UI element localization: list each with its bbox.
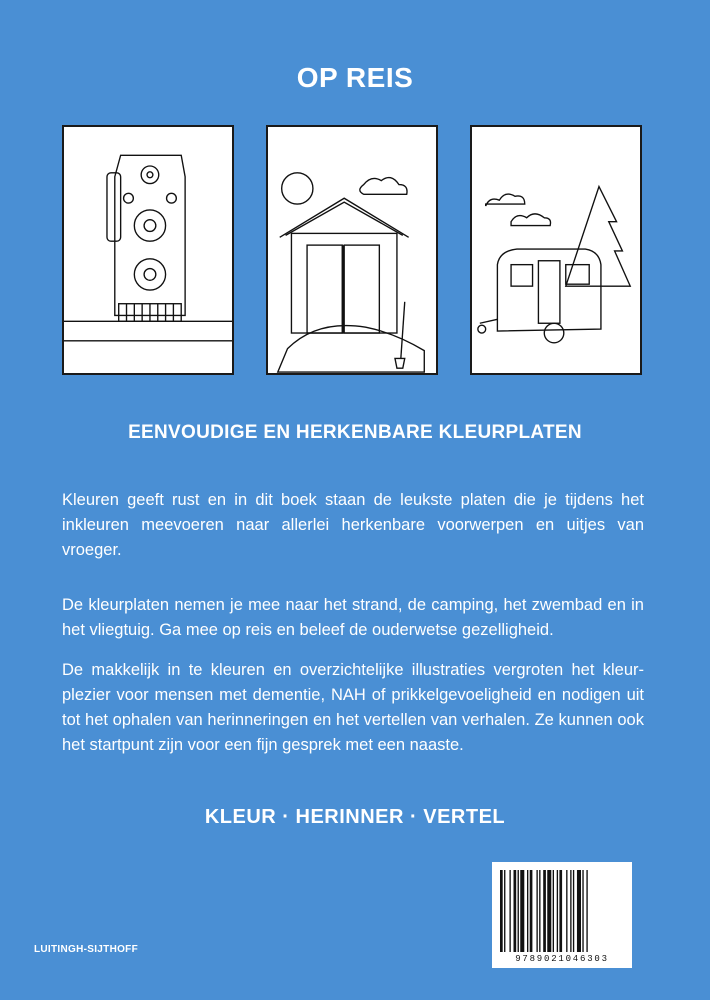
barcode-bar bbox=[557, 870, 558, 952]
barcode-bar bbox=[582, 870, 583, 952]
caravan-illustration bbox=[470, 125, 642, 375]
description-paragraph-1: Kleuren geeft rust en in dit boek staan de leukste platen die je tijdens het inkleuren meevoeren naar allerlei herkenbare voorwerpen en uitjes van vroeger. bbox=[62, 491, 644, 559]
barcode-bar bbox=[566, 870, 567, 952]
description-paragraph-2: De kleurplaten nemen je mee naar het strand, de camping, het zwembad en in het vliegtuig. Ga mee op reis en beleef de ouderwetse gezelligheid. bbox=[62, 596, 644, 639]
beach-hut-illustration bbox=[266, 125, 438, 375]
barcode-bar bbox=[527, 870, 528, 952]
barcode-bar bbox=[586, 870, 587, 952]
barcode-bars bbox=[500, 870, 624, 952]
tagline: KLEUR · HERINNER · VERTEL bbox=[204, 806, 506, 828]
barcode-bar bbox=[530, 870, 533, 952]
barcode-bar bbox=[500, 870, 503, 952]
barcode-bar bbox=[536, 870, 537, 952]
barcode-bar bbox=[514, 870, 517, 952]
description-paragraph-3: De makkelijk in te kleuren en overzichtelijke illustraties vergroten het kleurplezier voor mensen met dementie, NAH of prikkelgevoeligheid en nodigen uit tot het ophalen van herinneringen en het vertellen van verhalen. Ze kunnen ook het startpunt zijn voor een fijn gesprek met een naaste. bbox=[62, 661, 644, 754]
barcode-bar bbox=[553, 870, 554, 952]
barcode-bar bbox=[518, 870, 519, 952]
barcode-bar bbox=[573, 870, 574, 952]
cover-title: OP REIS bbox=[296, 62, 414, 93]
thermos-flask-illustration bbox=[62, 125, 234, 375]
barcode-bar bbox=[539, 870, 540, 952]
isbn-number: 9789021046303 bbox=[515, 954, 609, 964]
publisher-logo: LUITINGH-SIJTHOFF bbox=[34, 944, 138, 955]
barcode-bar bbox=[520, 870, 524, 952]
cover-subtitle: EENVOUDIGE EN HERKENBARE KLEURPLATEN bbox=[128, 422, 582, 443]
barcode-bar bbox=[570, 870, 571, 952]
barcode-bar bbox=[504, 870, 505, 952]
barcode-bar bbox=[509, 870, 510, 952]
barcode-bar bbox=[577, 870, 581, 952]
barcode-bar bbox=[559, 870, 562, 952]
barcode-bar bbox=[547, 870, 551, 952]
barcode-bar bbox=[543, 870, 546, 952]
barcode bbox=[492, 862, 632, 968]
